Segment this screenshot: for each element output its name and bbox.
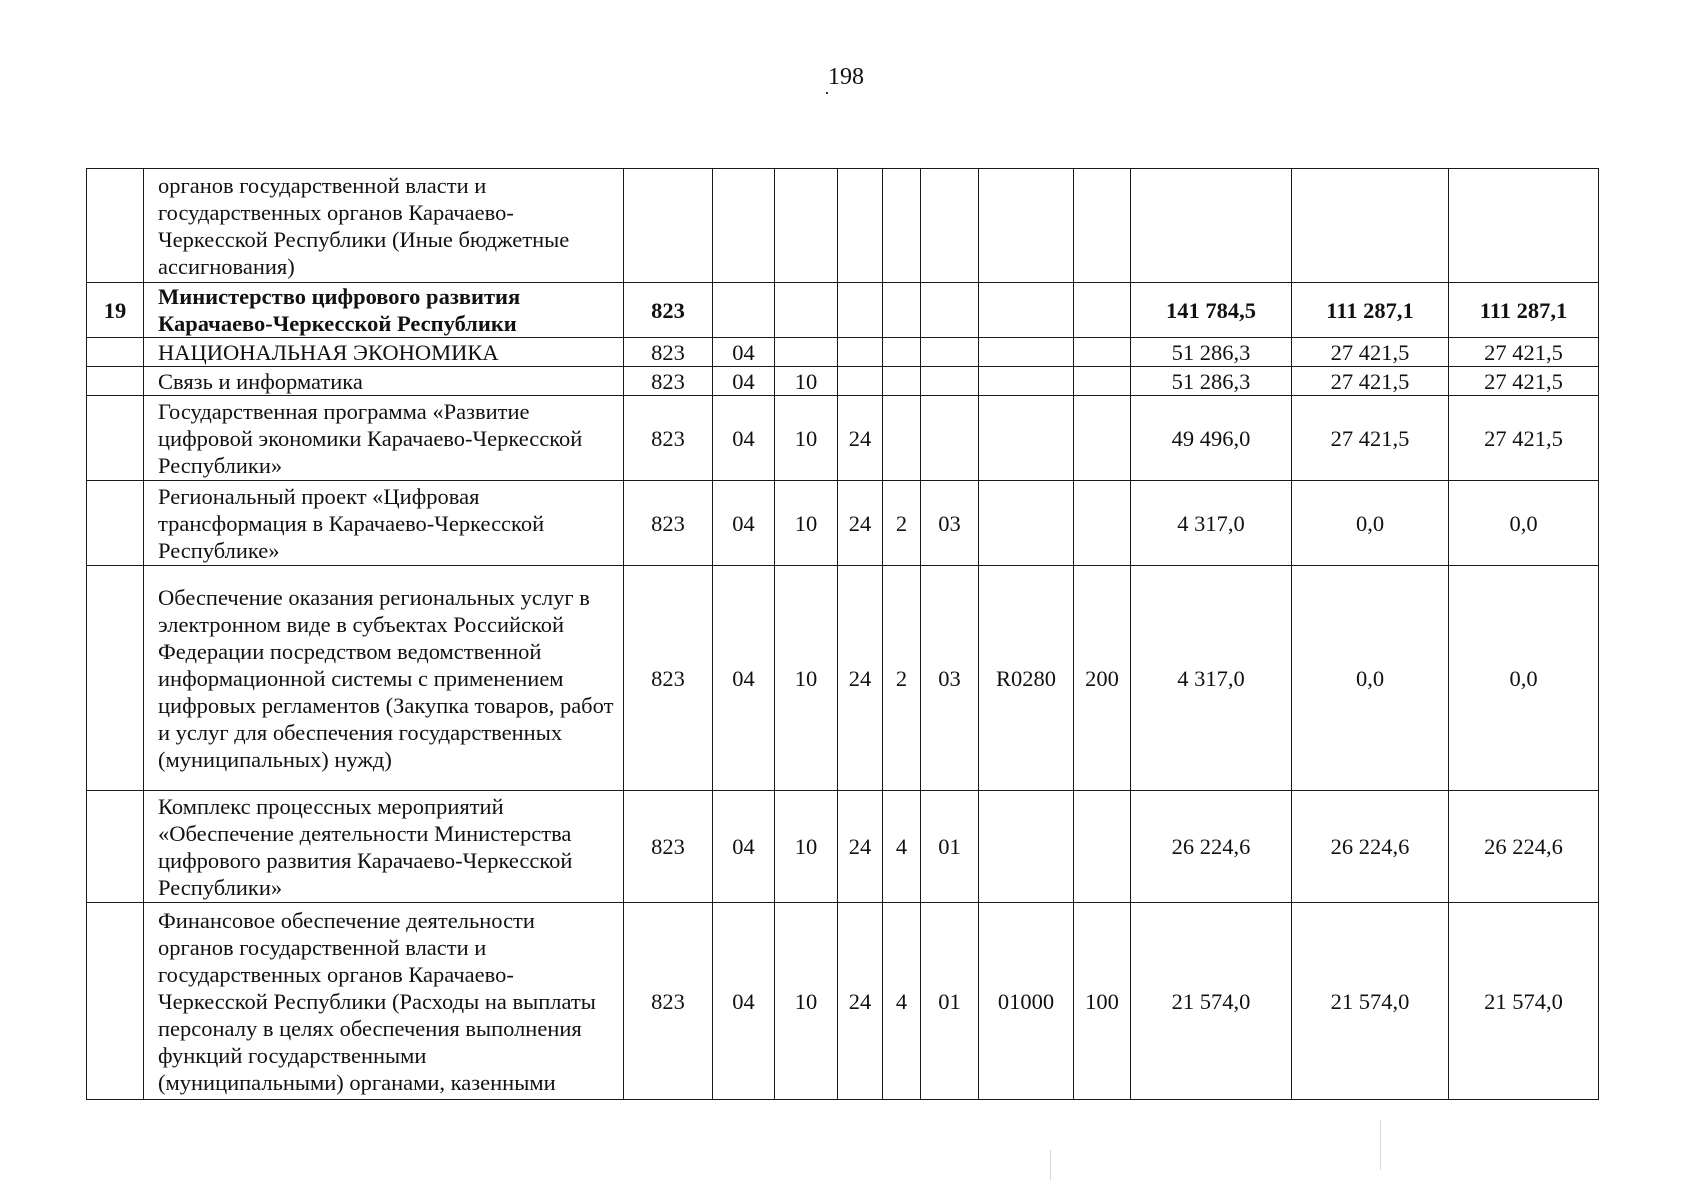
row-name: Министерство цифрового развития Карачаево-Черкесской Республики <box>144 283 624 338</box>
section-code: 04 <box>713 791 775 903</box>
target-article-event <box>921 283 979 338</box>
amount-year-3 <box>1449 169 1599 283</box>
row-name: органов государственной власти и государственных органов Карачаево-Черкесской Республики (Иные бюджетные ассигнования) <box>144 169 624 283</box>
amount-year-1: 141 784,5 <box>1131 283 1292 338</box>
target-article-event: 01 <box>921 903 979 1100</box>
target-article-direction <box>979 396 1074 481</box>
target-article-direction <box>979 791 1074 903</box>
target-article-direction <box>979 338 1074 367</box>
page-number-dot <box>826 92 828 94</box>
target-article-event: 03 <box>921 566 979 791</box>
amount-year-2: 26 224,6 <box>1292 791 1449 903</box>
amount-year-3: 21 574,0 <box>1449 903 1599 1100</box>
target-article-type: 2 <box>883 481 921 566</box>
expense-type-code <box>1074 791 1131 903</box>
row-number <box>87 481 144 566</box>
target-article-type <box>883 169 921 283</box>
table-row <box>87 367 1599 396</box>
row-name: Обеспечение оказания региональных услуг в электронном виде в субъектах Российской Федерации посредством ведомственной информационной системы с применением цифровых регламентов (Закупка товаров, работ и услуг для обеспечения государственных (муниципальных) нужд) <box>144 566 624 791</box>
grbs-code: 823 <box>624 566 713 791</box>
target-article-program <box>838 367 883 396</box>
amount-year-1: 51 286,3 <box>1131 367 1292 396</box>
amount-year-3: 27 421,5 <box>1449 338 1599 367</box>
row-number <box>87 396 144 481</box>
target-article-type: 4 <box>883 903 921 1100</box>
target-article-program <box>838 338 883 367</box>
page-number-text: 198 <box>828 64 864 90</box>
section-code: 04 <box>713 481 775 566</box>
section-code: 04 <box>713 396 775 481</box>
target-article-type <box>883 367 921 396</box>
target-article-program: 24 <box>838 903 883 1100</box>
amount-year-3: 0,0 <box>1449 481 1599 566</box>
target-article-program <box>838 283 883 338</box>
target-article-event <box>921 396 979 481</box>
grbs-code: 823 <box>624 367 713 396</box>
target-article-type: 4 <box>883 791 921 903</box>
page-number <box>0 64 1692 91</box>
expense-type-code <box>1074 338 1131 367</box>
target-article-type: 2 <box>883 566 921 791</box>
expense-type-code: 200 <box>1074 566 1131 791</box>
subsection-code: 10 <box>775 367 838 396</box>
target-article-program: 24 <box>838 791 883 903</box>
target-article-event <box>921 367 979 396</box>
target-article-type <box>883 283 921 338</box>
section-code: 04 <box>713 566 775 791</box>
scan-mark <box>1050 1150 1051 1180</box>
table-body <box>87 169 1599 1100</box>
target-article-event <box>921 338 979 367</box>
row-number: 19 <box>87 283 144 338</box>
row-number <box>87 338 144 367</box>
scan-mark <box>1380 1120 1381 1170</box>
grbs-code: 823 <box>624 791 713 903</box>
target-article-program <box>838 169 883 283</box>
table-row <box>87 566 1599 791</box>
amount-year-3: 27 421,5 <box>1449 396 1599 481</box>
amount-year-2: 27 421,5 <box>1292 396 1449 481</box>
target-article-event: 03 <box>921 481 979 566</box>
target-article-program: 24 <box>838 566 883 791</box>
table-row <box>87 481 1599 566</box>
amount-year-1: 21 574,0 <box>1131 903 1292 1100</box>
expense-type-code <box>1074 283 1131 338</box>
target-article-program: 24 <box>838 481 883 566</box>
target-article-direction: R0280 <box>979 566 1074 791</box>
row-name: Комплекс процессных мероприятий «Обеспечение деятельности Министерства цифрового развития Карачаево-Черкесской Республики» <box>144 791 624 903</box>
row-name: Государственная программа «Развитие цифровой экономики Карачаево-Черкесской Республики» <box>144 396 624 481</box>
target-article-direction <box>979 481 1074 566</box>
table-row <box>87 791 1599 903</box>
amount-year-1: 4 317,0 <box>1131 481 1292 566</box>
amount-year-2: 111 287,1 <box>1292 283 1449 338</box>
amount-year-2: 21 574,0 <box>1292 903 1449 1100</box>
table-row <box>87 903 1599 1100</box>
grbs-code: 823 <box>624 903 713 1100</box>
target-article-type <box>883 396 921 481</box>
subsection-code <box>775 169 838 283</box>
target-article-direction <box>979 169 1074 283</box>
subsection-code: 10 <box>775 903 838 1100</box>
budget-table <box>86 168 1599 1100</box>
table-row <box>87 338 1599 367</box>
expense-type-code <box>1074 169 1131 283</box>
row-number <box>87 367 144 396</box>
amount-year-2: 0,0 <box>1292 566 1449 791</box>
expense-type-code: 100 <box>1074 903 1131 1100</box>
target-article-event: 01 <box>921 791 979 903</box>
target-article-program: 24 <box>838 396 883 481</box>
subsection-code: 10 <box>775 791 838 903</box>
target-article-event <box>921 169 979 283</box>
amount-year-1: 49 496,0 <box>1131 396 1292 481</box>
amount-year-1: 51 286,3 <box>1131 338 1292 367</box>
amount-year-3: 0,0 <box>1449 566 1599 791</box>
expense-type-code <box>1074 367 1131 396</box>
table-row <box>87 396 1599 481</box>
row-name: Связь и информатика <box>144 367 624 396</box>
section-code <box>713 283 775 338</box>
amount-year-2: 27 421,5 <box>1292 338 1449 367</box>
table-row <box>87 169 1599 283</box>
grbs-code <box>624 169 713 283</box>
target-article-direction: 01000 <box>979 903 1074 1100</box>
subsection-code <box>775 338 838 367</box>
target-article-direction <box>979 283 1074 338</box>
section-code: 04 <box>713 338 775 367</box>
expense-type-code <box>1074 396 1131 481</box>
row-number <box>87 791 144 903</box>
amount-year-1 <box>1131 169 1292 283</box>
row-number <box>87 169 144 283</box>
grbs-code: 823 <box>624 481 713 566</box>
subsection-code: 10 <box>775 396 838 481</box>
amount-year-3: 27 421,5 <box>1449 367 1599 396</box>
grbs-code: 823 <box>624 396 713 481</box>
row-name: Региональный проект «Цифровая трансформация в Карачаево-Черкесской Республике» <box>144 481 624 566</box>
amount-year-1: 26 224,6 <box>1131 791 1292 903</box>
amount-year-2: 0,0 <box>1292 481 1449 566</box>
table-row <box>87 283 1599 338</box>
amount-year-3: 26 224,6 <box>1449 791 1599 903</box>
grbs-code: 823 <box>624 283 713 338</box>
row-name: Финансовое обеспечение деятельности органов государственной власти и государственных органов Карачаево-Черкесской Республики (Расходы на выплаты персоналу в целях обеспечения выполнения функций государственными (муниципальными) органами, казенными <box>144 903 624 1100</box>
grbs-code: 823 <box>624 338 713 367</box>
amount-year-2 <box>1292 169 1449 283</box>
subsection-code: 10 <box>775 566 838 791</box>
amount-year-1: 4 317,0 <box>1131 566 1292 791</box>
row-number <box>87 903 144 1100</box>
target-article-type <box>883 338 921 367</box>
amount-year-2: 27 421,5 <box>1292 367 1449 396</box>
row-name: НАЦИОНАЛЬНАЯ ЭКОНОМИКА <box>144 338 624 367</box>
subsection-code <box>775 283 838 338</box>
section-code: 04 <box>713 367 775 396</box>
section-code <box>713 169 775 283</box>
amount-year-3: 111 287,1 <box>1449 283 1599 338</box>
expense-type-code <box>1074 481 1131 566</box>
row-number <box>87 566 144 791</box>
subsection-code: 10 <box>775 481 838 566</box>
section-code: 04 <box>713 903 775 1100</box>
target-article-direction <box>979 367 1074 396</box>
